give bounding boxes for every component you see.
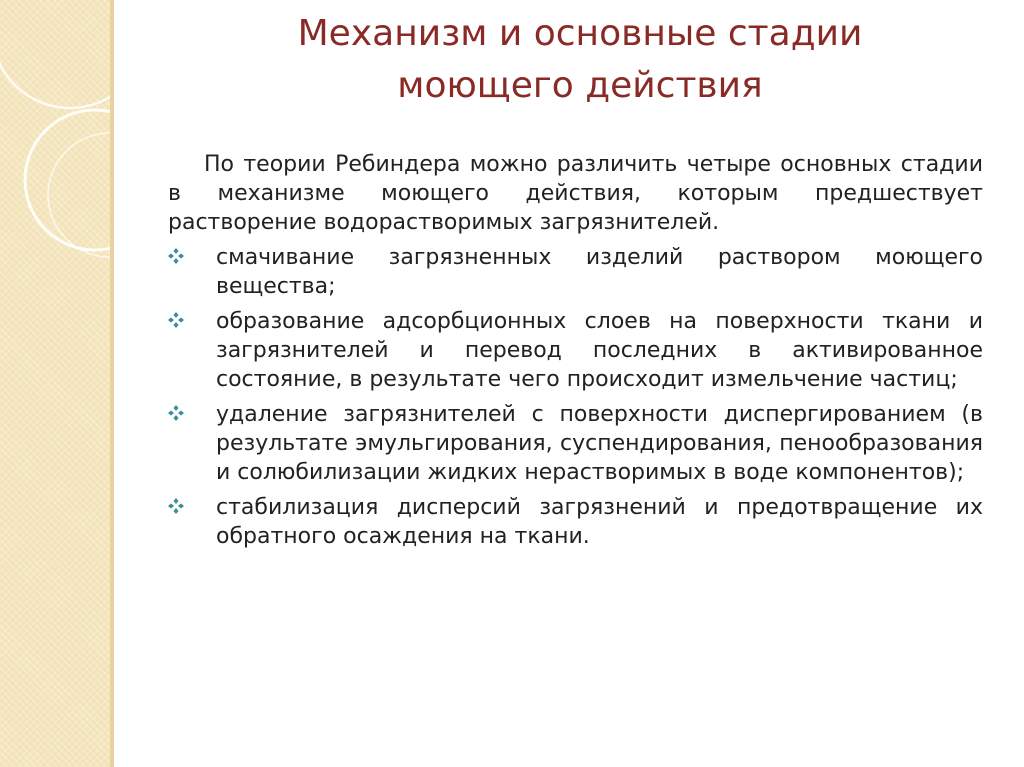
- list-item: [168, 307, 983, 394]
- decorative-side-panel: [0, 0, 110, 767]
- list-item: [168, 243, 983, 301]
- slide-title-line1: Механизм и основные стадии: [297, 13, 863, 54]
- four-diamond-bullet-icon: [168, 405, 184, 421]
- list-item-text: удаление загрязнителей с поверхности диспергированием (в результате эмульгирования, суспендирования, пенообразования и солюбилизации жидких нерастворимых в воде компонентов);: [216, 402, 983, 485]
- list-item-text: образование адсорбционных слоев на поверхности ткани и загрязнителей и перевод последних в активированное состояние, в результате чего происходит измельчение частиц;: [216, 309, 983, 392]
- decorative-circles-icon: [0, 0, 110, 767]
- list-item-text: стабилизация дисперсий загрязнений и предотвращение их обратного осаждения на ткани.: [216, 495, 983, 549]
- list-item-text: смачивание загрязненных изделий раствором моющего вещества;: [216, 245, 983, 299]
- list-item: [168, 400, 983, 487]
- four-diamond-bullet-icon: [168, 498, 184, 514]
- slide-title: [200, 8, 960, 112]
- four-diamond-bullet-icon: [168, 248, 184, 264]
- stages-list: [168, 243, 983, 551]
- intro-paragraph: По теории Ребиндера можно различить четыре основных стадии в механизме моющего действия, которым предшествует растворение водорастворимых загрязнителей.: [168, 152, 983, 235]
- list-item: [168, 493, 983, 551]
- slide-title-line2: моющего действия: [397, 65, 763, 106]
- slide-body: [168, 150, 983, 557]
- four-diamond-bullet-icon: [168, 312, 184, 328]
- side-panel-edge: [110, 0, 114, 767]
